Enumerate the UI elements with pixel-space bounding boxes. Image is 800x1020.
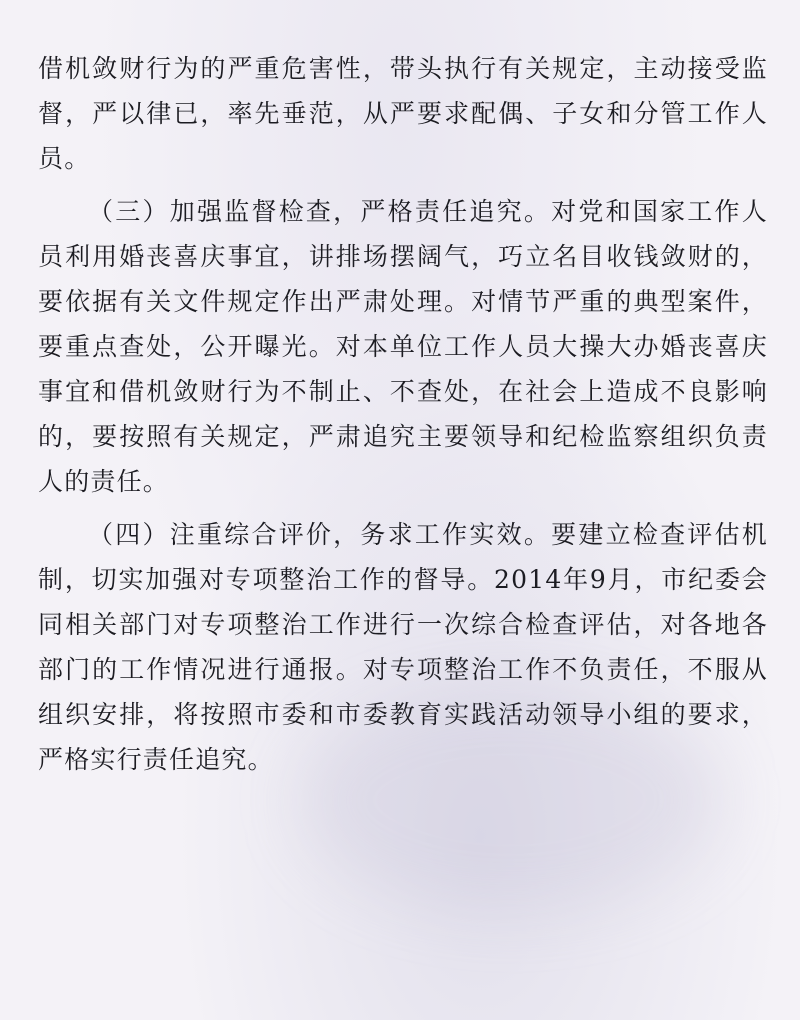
paragraph-2: （三）加强监督检查，严格责任追究。对党和国家工作人员利用婚丧喜庆事宜，讲排场摆阔气，巧立名目收钱敛财的，要依据有关文件规定作出严肃处理。对情节严重的典型案件，要重点查处，公开曝光。对本单位工作人员大操大办婚丧喜庆事宜和借机敛财行为不制止、不查处，在社会上造成不良影响的，要按照有关规定，严肃追究主要领导和纪检监察组织负责人的责任。: [38, 197, 768, 496]
paragraph-1: 借机敛财行为的严重危害性，带头执行有关规定，主动接受监督，严以律已，率先垂范，从严要求配偶、子女和分管工作人员。: [38, 54, 768, 173]
paragraph-3: （四）注重综合评价，务求工作实效。要建立检查评估机制，切实加强对专项整治工作的督导。2014年9月，市纪委会同相关部门对专项整治工作进行一次综合检查评估，对各地各部门的工作情况进行通报。对专项整治工作不负责任，不服从组织安排，将按照市委和市委教育实践活动领导小组的要求，严格实行责任追究。: [38, 520, 768, 774]
document-body: [38, 46, 768, 790]
